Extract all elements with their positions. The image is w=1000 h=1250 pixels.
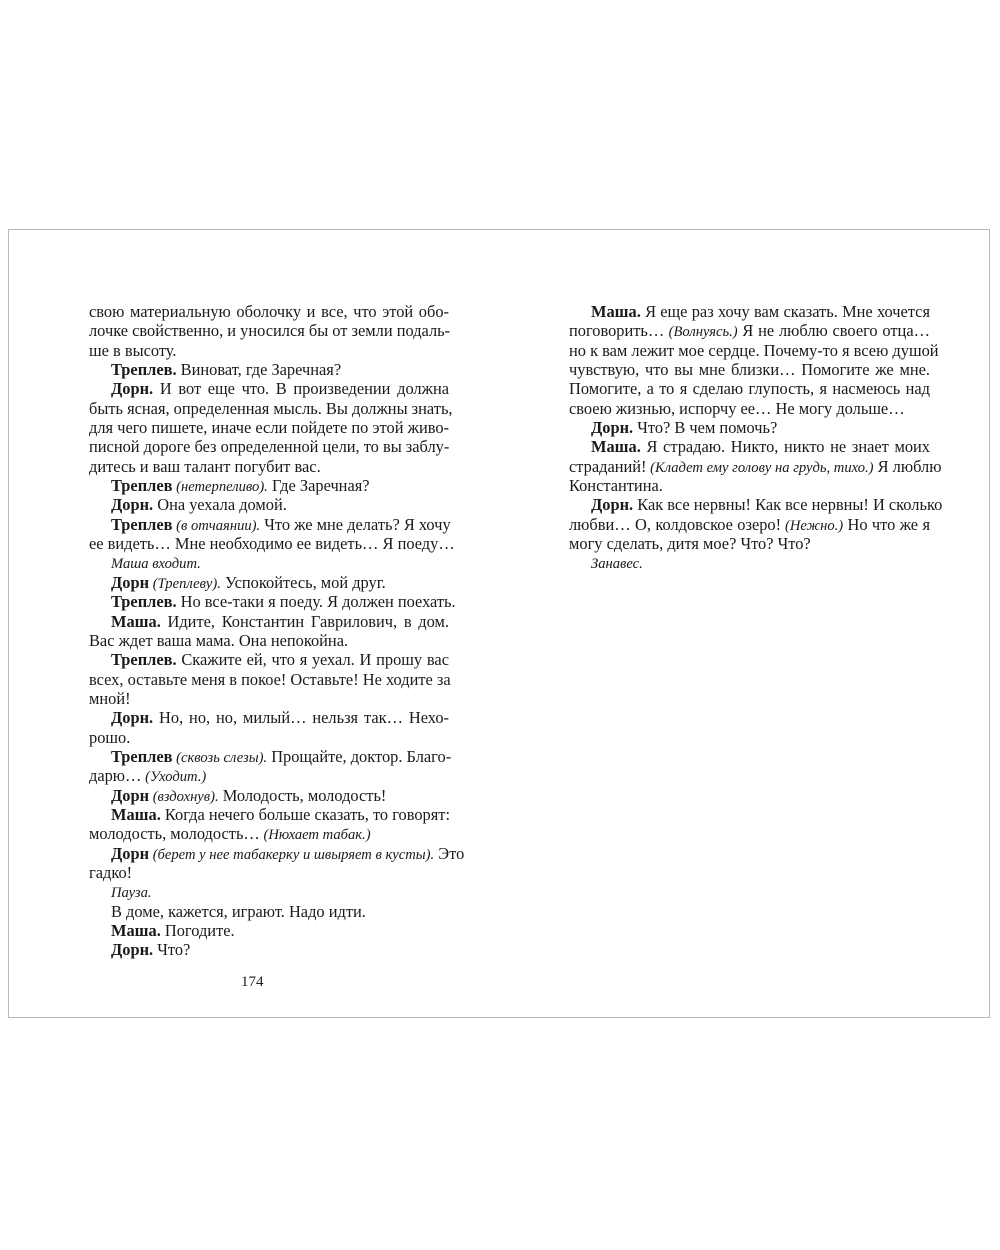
stage-direction: (Нежно.) xyxy=(781,517,844,534)
line-text: Что же мне делать? Я хочу xyxy=(260,514,451,534)
line-text: рошо. xyxy=(89,727,131,747)
speaker-name: Маша. xyxy=(591,437,641,457)
stage-direction: (нетерпеливо). xyxy=(172,479,268,496)
line-text: чувствую, что вы мне близки… Помогите же мне. xyxy=(569,360,930,380)
stage-direction: (Волнуясь.) xyxy=(664,324,738,341)
line-text: Я не люблю своего отца… xyxy=(737,321,930,341)
left-text-line xyxy=(89,515,449,534)
left-text-line xyxy=(89,670,449,689)
line-text: любви… О, колдовское озеро! xyxy=(569,514,782,534)
left-text-line xyxy=(89,805,449,824)
stage-direction: (берет у нее табакерку и швыряет в кусты). xyxy=(149,846,435,863)
speaker-name: Треплев. xyxy=(111,592,177,612)
left-text-line xyxy=(89,437,449,456)
right-text-line xyxy=(569,340,939,360)
line-text: И вот еще что. В произведении должна xyxy=(153,379,449,399)
right-text-line xyxy=(569,495,943,515)
line-text: Успокойтесь, мой друг. xyxy=(220,572,386,592)
right-text-line xyxy=(569,437,930,456)
speaker-name: Треплев xyxy=(111,476,173,496)
left-text-line xyxy=(89,746,452,766)
right-text-line xyxy=(569,476,930,495)
speaker-name: Треплев xyxy=(111,746,173,766)
line-text: В доме, кажется, играют. Надо идти. xyxy=(111,901,366,921)
line-text: Вас ждет ваша мама. Она непокойна. xyxy=(89,630,349,650)
line-text: молодость, молодость… xyxy=(89,824,260,844)
stage-direction: Маша входит. xyxy=(111,556,201,573)
line-text: мной! xyxy=(89,688,131,708)
line-text: ше в высоту. xyxy=(89,340,177,360)
line-text: лочке свойственно, и уносился бы от земли подаль- xyxy=(89,321,451,341)
stage-direction: (вздохнув). xyxy=(149,788,219,805)
left-text-line xyxy=(89,418,449,437)
left-text-line xyxy=(89,592,456,612)
speaker-name: Дорн. xyxy=(111,708,154,728)
line-text: Где Заречная? xyxy=(267,476,370,496)
left-text-line xyxy=(89,534,455,554)
line-text: ее видеть… Мне необходимо ее видеть… Я поеду… xyxy=(89,534,455,554)
left-text-line xyxy=(89,573,449,592)
speaker-name: Дорн. xyxy=(111,940,154,960)
speaker-name: Дорн xyxy=(111,572,150,592)
left-text-line xyxy=(89,708,449,727)
left-text-line xyxy=(89,476,449,495)
line-text: Это xyxy=(434,843,465,863)
speaker-name: Маша. xyxy=(111,804,161,824)
stage-direction: (Уходит.) xyxy=(141,769,207,786)
page-number: 174 xyxy=(241,974,264,990)
left-text-line xyxy=(89,631,449,650)
left-text-line xyxy=(89,457,449,476)
stage-direction: Занавес. xyxy=(591,556,643,573)
book-spread xyxy=(8,229,990,1018)
speaker-name: Дорн. xyxy=(111,495,154,515)
left-text-line xyxy=(89,553,449,572)
left-text-line xyxy=(89,728,449,747)
line-text: Скажите ей, что я уехал. И прошу вас xyxy=(176,650,449,670)
line-text: могу сделать, дитя мое? Что? Что? xyxy=(569,534,811,554)
left-text-line xyxy=(89,650,449,669)
right-text-line xyxy=(569,360,930,379)
left-text-line xyxy=(89,341,449,360)
left-text-line xyxy=(89,379,449,398)
left-text-line xyxy=(89,612,449,631)
stage-direction: (Треплеву). xyxy=(149,575,221,592)
line-text: но к вам лежит мое сердце. Почему-то я всею душой xyxy=(569,340,939,360)
left-text-line xyxy=(89,360,449,379)
left-text-line xyxy=(89,495,449,514)
line-text: Идите, Константин Гаврилович, в дом. xyxy=(160,611,449,631)
right-text-line xyxy=(569,379,930,398)
speaker-name: Треплев xyxy=(111,514,173,534)
line-text: Как все нервны! Как все нервны! И сколько xyxy=(633,495,943,515)
line-text: поговорить… xyxy=(569,321,665,341)
left-text-line xyxy=(89,321,449,340)
line-text: Погодите. xyxy=(160,921,235,940)
line-text: гадко! xyxy=(89,862,133,882)
left-text-line xyxy=(89,902,449,921)
line-text: Когда нечего больше сказать, то говорят: xyxy=(160,804,450,824)
stage-direction: (сквозь слезы). xyxy=(172,749,268,766)
speaker-name: Дорн xyxy=(111,843,150,863)
left-page-text xyxy=(89,302,465,960)
stage-direction: Пауза. xyxy=(111,885,152,902)
line-text: Я еще раз хочу вам сказать. Мне хочется xyxy=(640,302,930,321)
left-text-line xyxy=(89,921,449,940)
left-text-line xyxy=(89,398,453,418)
line-text: Молодость, молодость! xyxy=(218,785,387,805)
speaker-name: Маша. xyxy=(111,611,161,631)
left-text-line xyxy=(89,940,449,959)
line-text: страданий! xyxy=(569,456,647,476)
line-text: быть ясная, определенная мысль. Вы должны знать, xyxy=(89,398,453,418)
line-text: Но что же я xyxy=(843,514,930,534)
right-text-line xyxy=(569,321,930,340)
speaker-name: Дорн. xyxy=(591,495,634,515)
line-text: Что? xyxy=(153,940,191,960)
line-text: Я люблю xyxy=(873,456,942,476)
left-text-line xyxy=(89,786,449,805)
speaker-name: Дорн. xyxy=(591,418,634,438)
speaker-name: Маша. xyxy=(591,302,641,321)
right-text-line xyxy=(569,302,930,321)
right-text-line xyxy=(569,418,930,437)
speaker-name: Треплев. xyxy=(111,650,177,670)
right-text-line xyxy=(569,553,930,572)
left-text-line xyxy=(89,766,449,785)
line-text: дитесь и ваш талант погубит вас. xyxy=(89,456,321,476)
speaker-name: Дорн xyxy=(111,785,150,805)
line-text: Но все-таки я поеду. Я должен поехать. xyxy=(176,592,456,612)
right-text-line xyxy=(569,399,930,418)
line-text: Я страдаю. Никто, никто не знает моих xyxy=(640,437,930,457)
right-text-line xyxy=(569,515,930,534)
line-text: дарю… xyxy=(89,766,142,786)
line-text: Прощайте, доктор. Благо- xyxy=(267,746,452,766)
line-text: Виноват, где Заречная? xyxy=(176,360,342,380)
left-text-line xyxy=(89,689,449,708)
line-text: Она уехала домой. xyxy=(153,495,287,515)
line-text: своею жизнью, испорчу ее… Не могу дольше… xyxy=(569,398,905,418)
stage-direction: (в отчаянии). xyxy=(172,517,261,534)
line-text: всех, оставьте меня в покое! Оставьте! Не ходите за xyxy=(89,669,451,689)
left-text-line xyxy=(89,843,465,863)
stage-direction: (Нюхает табак.) xyxy=(259,827,371,844)
speaker-name: Маша. xyxy=(111,921,161,940)
speaker-name: Треплев. xyxy=(111,360,177,380)
left-text-line xyxy=(89,863,449,882)
left-text-line xyxy=(89,882,449,901)
speaker-name: Дорн. xyxy=(111,379,154,399)
line-text: Помогите, а то я сделаю глупость, я насмеюсь над xyxy=(569,379,930,399)
left-text-line xyxy=(89,302,449,321)
left-text-line xyxy=(89,824,449,843)
right-text-line xyxy=(569,534,930,553)
line-text: Константина. xyxy=(569,476,663,496)
stage-direction: (Кладет ему голову на грудь, тихо.) xyxy=(646,459,874,476)
line-text: для чего пишете, иначе если пойдете по этой живо- xyxy=(89,418,449,438)
line-text: Что? В чем помочь? xyxy=(633,418,778,438)
line-text: писной дороге без определенной цели, то вы заблу- xyxy=(89,437,450,457)
right-text-line xyxy=(569,456,942,476)
right-page-text xyxy=(569,302,943,573)
line-text: свою материальную оболочку и все, что этой обо- xyxy=(89,302,449,321)
line-text: Но, но, но, милый… нельзя так… Нехо- xyxy=(153,708,449,728)
